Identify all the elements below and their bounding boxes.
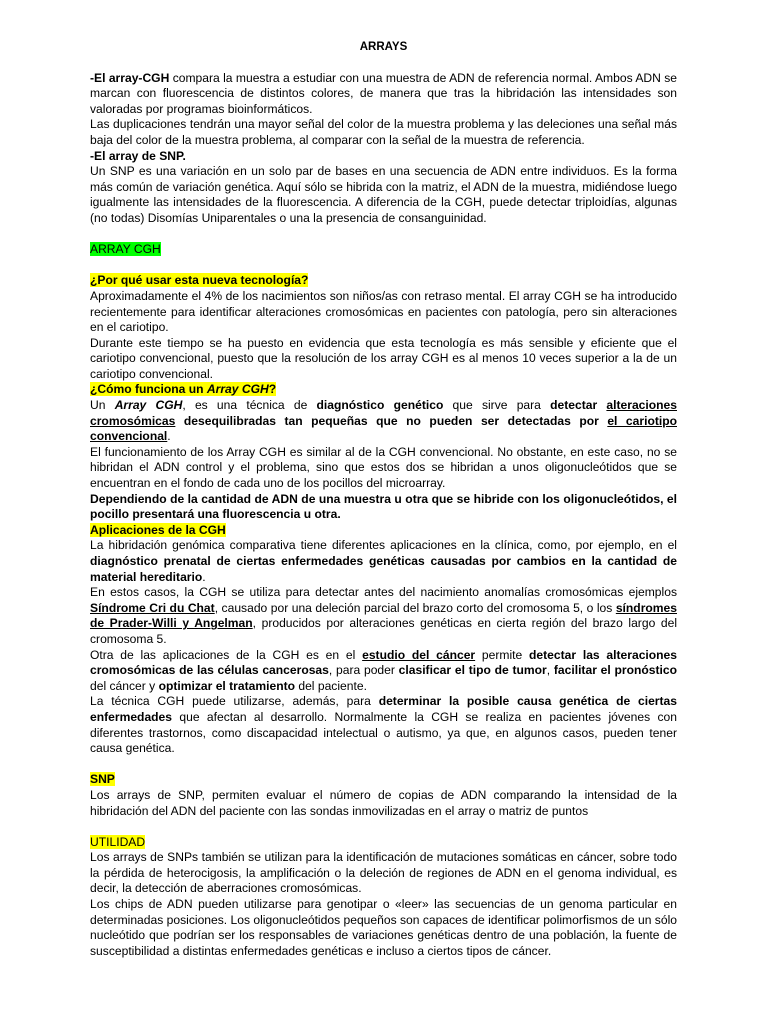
apps3-t2: estudio del cáncer	[362, 647, 476, 662]
apps3-t1: Otra de las aplicaciones de la CGH es en el	[90, 647, 363, 662]
apps2-t4: síndromes de Prader-Willi y Angelman	[90, 600, 677, 631]
paragraph-retraso-mental: Aproximadamente el 4% de los nacimientos son niños/as con retraso mental. El array CGH se ha introducido recientemente para identificar alteraciones cromosómicas en pacientes con patología, pero sin alteraciones en el cariotipo.	[90, 288, 677, 335]
apps4-t1: La técnica CGH puede utilizarse, además, para	[90, 694, 379, 709]
intro-paragraph-snp: Un SNP es una variación en un solo par de bases en una secuencia de ADN entre individuos. Es la forma más común de variación genética. Aquí sólo se hibrida con la matriz, el ADN de la muestra, midiéndose luego igualmente las intensidades de la fluorescencia. A diferencia de la CGH, puede detectar triploidías, algunas (no todas) Disomías Uniparentales o una la presencia de consanguinidad.	[90, 164, 677, 225]
def-t4: diagnóstico genético	[316, 398, 444, 413]
paragraph-apps-2	[90, 585, 677, 647]
paragraph-apps-1	[90, 538, 677, 585]
paragraph-dependiendo	[90, 492, 677, 523]
intro-snp-label	[90, 149, 677, 165]
section-heading-aplicaciones	[90, 523, 677, 539]
apps1-t1: La hibridación genómica comparativa tiene diferentes aplicaciones en la clínica, como, por ejemplo, en el	[90, 538, 677, 553]
question-why-use-text: ¿Por qué usar esta nueva tecnología?	[90, 273, 309, 288]
intro-paragraph-cgh	[90, 71, 677, 118]
apps2-t5: , producidos por alteraciones genéticas en cierta región del brazo largo del cromosoma 5.	[90, 616, 678, 646]
apps4-t2: determinar la posible causa genética de ciertas enfermedades	[90, 694, 677, 724]
apps3-t9: del cáncer y	[90, 678, 159, 693]
dependiendo-text: Dependiendo de la cantidad de ADN de una muestra u otra que se hibride con los oligonucleótidos, el pocillo presentará una fluorescencia u otra.	[90, 491, 677, 522]
section-heading-array-cgh	[90, 242, 677, 258]
q2-emphasis: Array CGH	[206, 382, 269, 397]
def-t3: , es una técnica de	[182, 398, 317, 413]
apps3-t3: permite	[475, 647, 530, 662]
snp-heading-text: SNP	[90, 772, 115, 787]
intro-paragraph-duplications: Las duplicaciones tendrán una mayor señal del color de la muestra problema y las deleciones una señal más baja del color de la muestra problema, al comparar con la señal de la muestra de referencia.	[90, 117, 677, 147]
apps2-t2: Síndrome Cri du Chat	[90, 600, 215, 615]
def-t2: Array CGH	[114, 398, 183, 413]
apps3-t4: detectar las alteraciones cromosómicas de las células cancerosas	[90, 647, 678, 678]
aplicaciones-heading-text: Aplicaciones de la CGH	[90, 522, 226, 537]
def-t7: alteraciones cromosómicas	[90, 398, 677, 428]
question-how-works-text	[90, 382, 276, 396]
apps3-t7: ,	[546, 663, 554, 678]
def-t5: que sirve para	[443, 398, 551, 413]
paragraph-apps-3	[90, 648, 677, 695]
intro-snp-label-text: -El array de SNP.	[90, 148, 186, 163]
array-cgh-heading-text: ARRAY CGH	[90, 242, 161, 257]
paragraph-utilidad-2: Los chips de ADN pueden utilizarse para genotipar o «leer» las secuencias de un genoma particular en determinadas posiciones. Los oligonucleótidos pequeños son capaces de identificar polimorfismos de un sólo nucleótido que podrían ser los responsables de variaciones genéticas dentro de una población, la fuente de susceptibilidad a distintas enfermedades genéticas e incluso a ciertos tipos de cáncer.	[90, 897, 677, 958]
paragraph-sensibilidad: Durante este tiempo se ha puesto en evidencia que esta tecnología es más sensible y eficiente que el cariotipo convencional, puesto que la resolución de los array CGH es al menos 10 veces superior a la de un cariotipo convencional.	[90, 335, 677, 381]
document-title: ARRAYS	[359, 41, 408, 53]
q2-post: ?	[268, 382, 277, 397]
apps3-t11: del paciente.	[295, 678, 367, 693]
apps4-t3: que afectan al desarrollo. Normalmente la CGH se realiza en pacientes jóvenes con diferentes trastornos, como discapacidad intelectual o autismo, ya que, en algunos casos, pueden tener causa genética.	[90, 709, 677, 756]
apps3-t6: clasificar el tipo de tumor	[398, 663, 547, 678]
q2-pre: ¿Cómo funciona un	[90, 382, 207, 397]
apps3-t8: facilitar el pronóstico	[553, 663, 677, 678]
document-body	[90, 40, 677, 959]
apps2-t1: En estos casos, la CGH se utiliza para detectar antes del nacimiento anomalías cromosómicas ejemplos	[90, 585, 677, 600]
paragraph-definition	[90, 398, 677, 445]
utilidad-heading-text: UTILIDAD	[90, 834, 146, 849]
def-t9: el cariotipo convencional	[90, 413, 677, 444]
intro-cgh-text: compara la muestra a estudiar con una muestra de ADN de referencia normal. Ambos ADN se marcan con fluorescencia de distintos colores, de manera que tras la hibridación las intensidades son valoradas por programas bioinformáticos.	[90, 70, 678, 116]
apps3-t10: optimizar el tratamiento	[158, 678, 295, 693]
paragraph-snp-arrays: Los arrays de SNP, permiten evaluar el número de copias de ADN comparando la intensidad de la hibridación del ADN del paciente con las sondas inmovilizadas en el array o matriz de puntos	[90, 787, 677, 818]
section-heading-snp	[90, 772, 677, 788]
question-how-works	[90, 382, 677, 398]
def-t6: detectar	[550, 398, 607, 413]
apps1-t2: diagnóstico prenatal de ciertas enfermedades genéticas causadas por cambios en la cantidad de material hereditario	[90, 554, 677, 584]
apps1-t3: .	[202, 569, 206, 584]
def-t10: .	[167, 429, 171, 444]
intro-cgh-label: -El array-CGH	[90, 70, 170, 85]
section-heading-utilidad	[90, 835, 677, 851]
apps3-t5: , para poder	[328, 663, 399, 678]
def-t1: Un	[90, 398, 115, 413]
paragraph-utilidad-1: Los arrays de SNPs también se utilizan para la identificación de mutaciones somáticas en cáncer, sobre todo la pérdida de heterocigosis, la amplificación o la deleción de regiones de ADN en el genoma individual, es decir, la detección de aberraciones cromosómicas.	[90, 850, 677, 896]
def-t8: desequilibradas tan pequeñas que no pueden ser detectadas por	[175, 413, 608, 428]
question-why-use	[90, 273, 677, 289]
apps2-t3: , causado por una deleción parcial del brazo corto del cromosoma 5, o los	[214, 600, 616, 615]
paragraph-apps-4	[90, 694, 677, 756]
paragraph-funcionamiento: El funcionamiento de los Array CGH es similar al de la CGH convencional. No obstante, en este caso, no se hibridan el ADN control y el problema, sino que estos dos se hibridan a unos oligonucleótidos que se encuentran en el fondo de cada uno de los pocillos del microarray.	[90, 444, 677, 491]
